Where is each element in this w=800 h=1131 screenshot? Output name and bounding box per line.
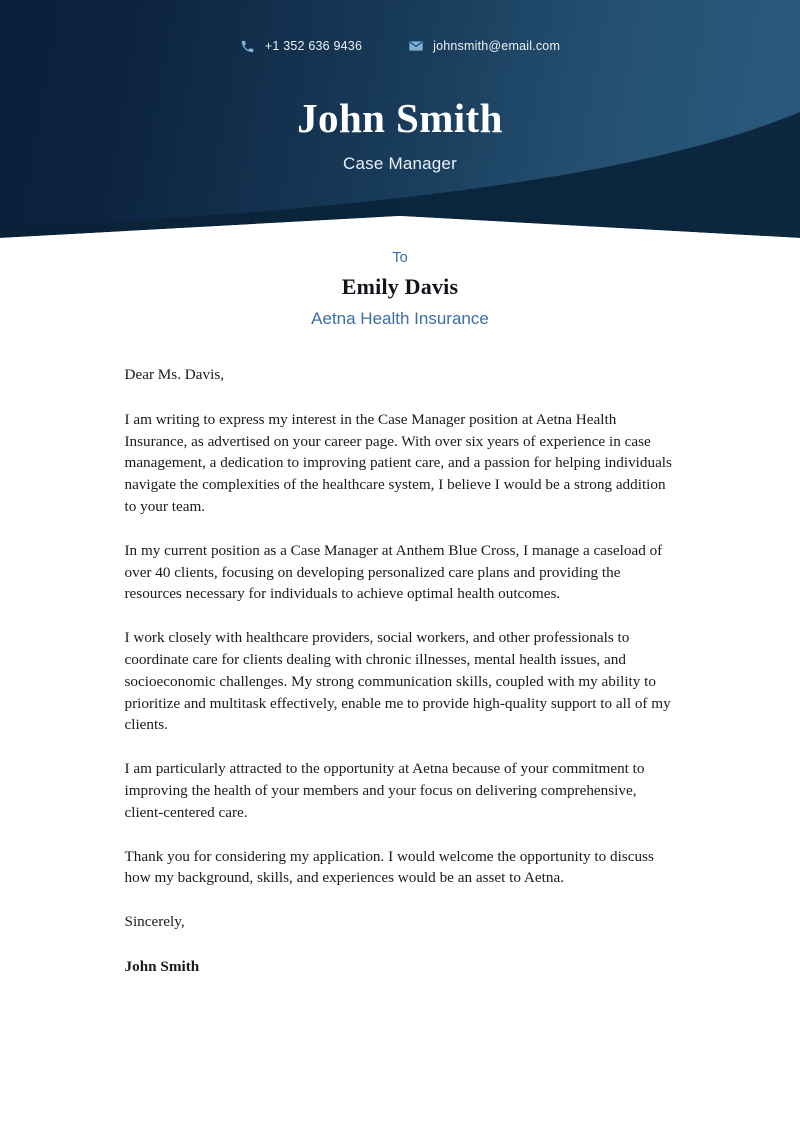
contact-email[interactable] <box>408 38 560 54</box>
name-title-block <box>0 94 800 176</box>
letter-paragraph: I am particularly attracted to the opportunity at Aetna because of your commitment to improving the health of your members and your focus on delivering comprehensive, client-centered care. <box>124 760 645 821</box>
recipient-name: Emily Davis <box>341 274 459 299</box>
letterhead-header <box>0 0 800 243</box>
phone-icon <box>240 38 256 54</box>
letter-paragraph: I work closely with healthcare providers, social workers, and other professionals to coordinate care for clients dealing with chronic illnesses, mental health issues, and socioeconomic challenges. My strong communication skills, coupled with my ability to prioritize and multitask effectively, enable me to provide high-quality support to all of my clients. <box>124 629 671 734</box>
letter-signature: John Smith <box>124 957 200 975</box>
letter-paragraph: Thank you for considering my application. I would welcome the opportunity to discuss how my background, skills, and experiences would be an asset to Aetna. <box>124 847 654 887</box>
letter-salutation: Dear Ms. Davis, <box>124 366 225 383</box>
to-label: To <box>392 250 408 266</box>
email-icon <box>408 38 424 54</box>
letter-closing: Sincerely, <box>124 913 185 931</box>
letter-body <box>125 331 676 978</box>
contact-phone[interactable] <box>240 38 362 54</box>
letter-paragraph: In my current position as a Case Manager at Anthem Blue Cross, I manage a caseload of over 40 clients, focusing on developing personalized care plans and providing the resources necessary for individuals to achieve optimal health outcomes. <box>124 541 663 603</box>
letter-paragraph: I am writing to express my interest in the Case Manager position at Aetna Health Insurance, as advertised on your career page. With over six years of experience in case management, a dedication to improving patient care, and a passion for helping individuals navigate the complexities of the healthcare system, I believe I would be a strong addition to your team. <box>124 410 672 515</box>
page-title: John Smith <box>297 95 503 141</box>
header-content <box>0 0 800 243</box>
recipient-block <box>0 248 800 331</box>
job-role: Case Manager <box>343 154 457 173</box>
recipient-company: Aetna Health Insurance <box>311 309 489 328</box>
contact-phone-value: +1 352 636 9436 <box>264 39 363 53</box>
contact-email-value: johnsmith@email.com <box>433 39 561 53</box>
contact-row <box>0 38 800 54</box>
